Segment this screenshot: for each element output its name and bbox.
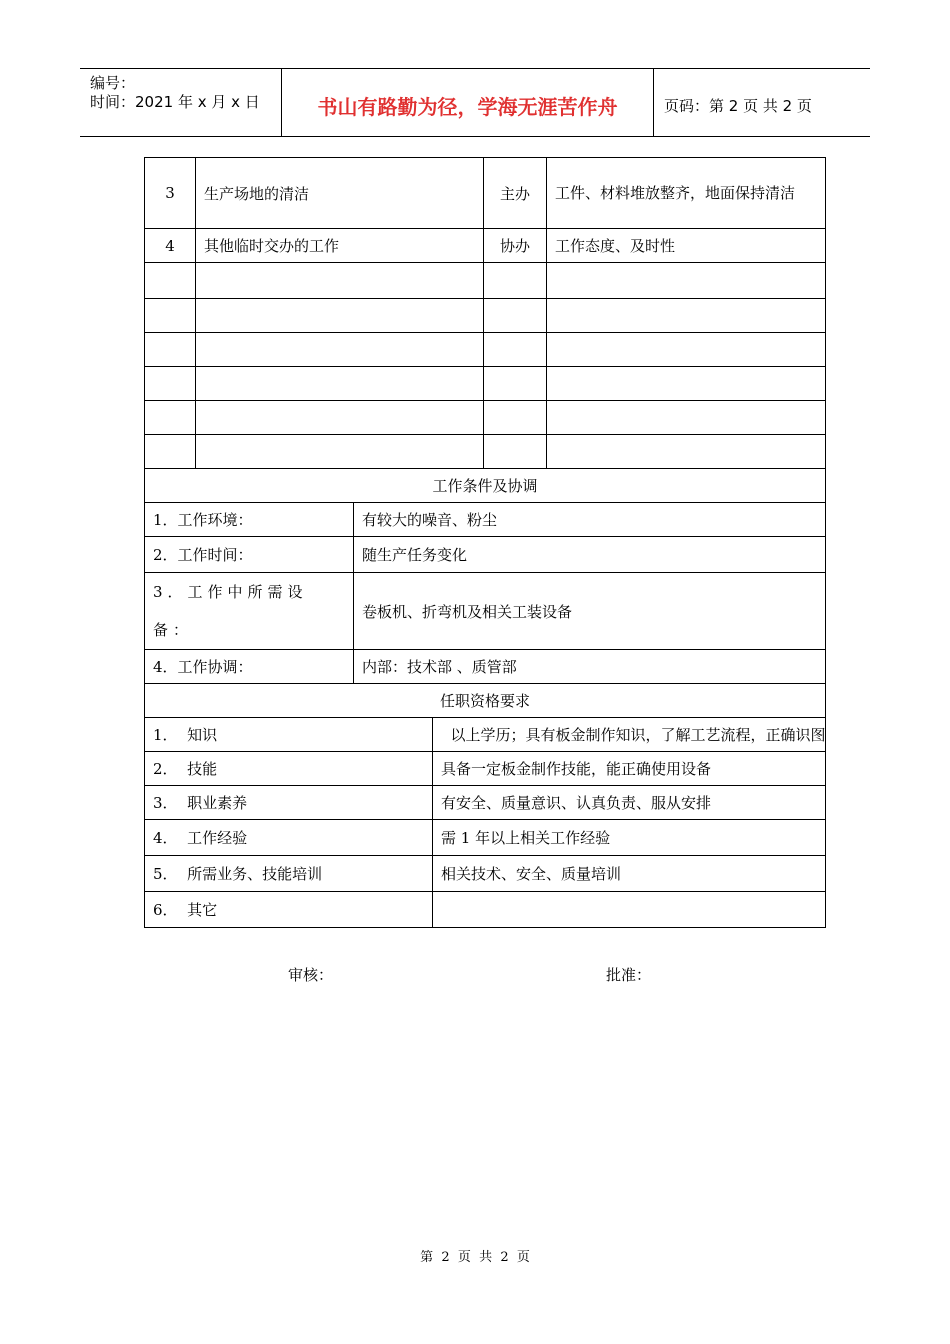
- qualification-value: 具备一定板金制作技能，能正确使用设备: [433, 752, 826, 786]
- condition-value: 有较大的噪音、粉尘: [354, 503, 826, 537]
- page-footer: 第 2 页 共 2 页: [420, 1250, 530, 1265]
- condition-row: [145, 573, 826, 650]
- document-code-label: 编号：: [90, 74, 136, 92]
- condition-label: 1．工作环境：: [145, 503, 354, 537]
- qualifications-title-row: [145, 684, 826, 718]
- conditions-title-row: [145, 469, 826, 503]
- condition-label: 2．工作时间：: [145, 537, 354, 573]
- qualification-row: [145, 820, 826, 856]
- conditions-title: 工作条件及协调: [145, 469, 826, 503]
- approve-signature-label: 批准：: [606, 966, 652, 984]
- duty-standard: 工作态度、及时性: [547, 229, 826, 263]
- qualification-value: 以上学历；具有板金制作知识，了解工艺流程，正确识图: [433, 718, 826, 752]
- qualification-row: [145, 718, 826, 752]
- qualification-row: [145, 856, 826, 892]
- duty-role: 协办: [484, 229, 547, 263]
- duty-number: 3: [145, 158, 196, 229]
- empty-duty-row: [145, 333, 826, 367]
- qualification-label: 6． 其它: [145, 892, 433, 928]
- qualification-value: 有安全、质量意识、认真负责、服从安排: [433, 786, 826, 820]
- qualifications-title: 任职资格要求: [145, 684, 826, 718]
- header-meta-cell: [80, 69, 282, 136]
- job-description-table: [144, 157, 826, 928]
- duty-standard: 工件、材料堆放整齐，地面保持清洁: [547, 158, 826, 229]
- empty-duty-row: [145, 401, 826, 435]
- qualification-row: [145, 752, 826, 786]
- qualification-row: [145, 786, 826, 820]
- duty-item: 生产场地的清洁: [196, 158, 484, 229]
- duty-item: 其他临时交办的工作: [196, 229, 484, 263]
- duty-role: 主办: [484, 158, 547, 229]
- duty-number: 4: [145, 229, 196, 263]
- duty-row: [145, 229, 826, 263]
- condition-label: 3．工作中所需设备：: [145, 573, 354, 650]
- empty-duty-row: [145, 299, 826, 333]
- document-time: 时间：2021 年 x 月 x 日: [90, 93, 260, 111]
- condition-value: 卷板机、折弯机及相关工装设备: [354, 573, 826, 650]
- condition-value: 内部：技术部 、质管部: [354, 650, 826, 684]
- header-page-cell: [654, 69, 870, 136]
- condition-label: 4．工作协调：: [145, 650, 354, 684]
- condition-row: [145, 650, 826, 684]
- condition-row: [145, 537, 826, 573]
- condition-value: 随生产任务变化: [354, 537, 826, 573]
- qualification-row: [145, 892, 826, 928]
- empty-duty-row: [145, 263, 826, 299]
- qualification-label: 1． 知识: [145, 718, 433, 752]
- header-motto-cell: [282, 69, 654, 136]
- qualification-value: 相关技术、安全、质量培训: [433, 856, 826, 892]
- qualification-value: 需 1 年以上相关工作经验: [433, 820, 826, 856]
- condition-row: [145, 503, 826, 537]
- empty-duty-row: [145, 435, 826, 469]
- qualification-label: 2． 技能: [145, 752, 433, 786]
- review-signature-label: 审核：: [288, 966, 334, 984]
- header-page-info: 页码：第 2 页 共 2 页: [664, 97, 812, 115]
- qualification-value: [433, 892, 826, 928]
- qualification-label: 3． 职业素养: [145, 786, 433, 820]
- empty-duty-row: [145, 367, 826, 401]
- qualification-label: 4． 工作经验: [145, 820, 433, 856]
- qualification-label: 5． 所需业务、技能培训: [145, 856, 433, 892]
- page-header: [80, 68, 870, 137]
- header-motto: 书山有路勤为径，学海无涯苦作舟: [317, 95, 618, 119]
- duty-row: [145, 158, 826, 229]
